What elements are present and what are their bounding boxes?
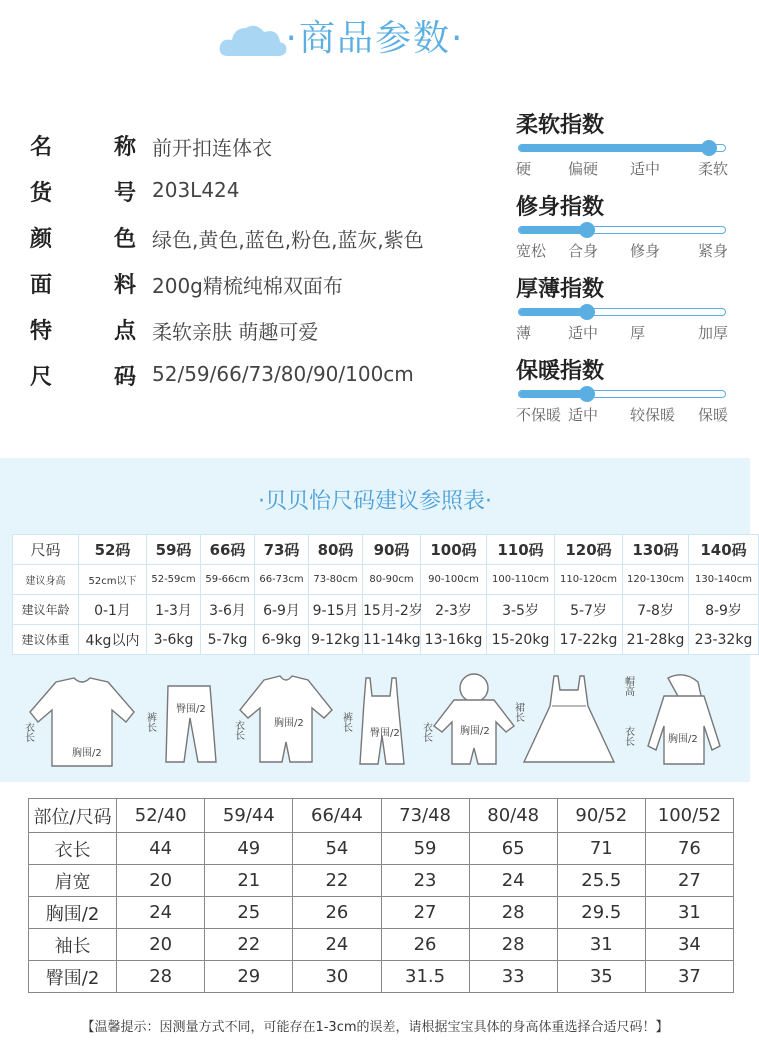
- measurement-table: [28, 798, 734, 993]
- size-ref-cell: 100码: [421, 535, 487, 565]
- dress-diagram: [514, 672, 624, 772]
- size-ref-cell: 3-5岁: [487, 595, 555, 625]
- measure-cell: 28: [469, 897, 557, 929]
- measure-cell: 59: [381, 833, 469, 865]
- param-value: 52/59/66/73/80/90/100cm: [152, 362, 414, 386]
- size-ref-cell: 23-32kg: [689, 625, 759, 655]
- param-key: 名: [30, 135, 53, 160]
- measure-cell: 59/44: [205, 799, 293, 833]
- hooded-romper-diagram: [422, 672, 522, 772]
- size-ref-cell: 13-16kg: [421, 625, 487, 655]
- param-key: 点: [114, 319, 137, 344]
- garment-label-biwei: 臀围/2: [176, 704, 206, 715]
- romper-diagram: [232, 672, 336, 772]
- measure-cell: 31: [645, 897, 733, 929]
- measure-cell: 30: [293, 961, 381, 993]
- param-key: 货: [30, 181, 53, 206]
- tee-diagram: [22, 672, 140, 772]
- index-title: 修身指数: [516, 195, 605, 220]
- size-ref-cell: 90码: [363, 535, 421, 565]
- size-ref-row: [13, 565, 759, 595]
- size-ref-cell: 80码: [309, 535, 363, 565]
- size-ref-cell: 3-6kg: [147, 625, 201, 655]
- measure-cell: 80/48: [469, 799, 557, 833]
- index-title: 柔软指数: [516, 113, 605, 138]
- garment-label-kuchang-2: 裤长: [340, 712, 352, 732]
- measure-row: [29, 833, 734, 865]
- garment-label-maogao: 帽高: [622, 676, 634, 696]
- size-ref-row: [13, 595, 759, 625]
- section-header: [0, 0, 750, 70]
- hooded-jacket-diagram: [624, 672, 724, 772]
- size-ref-cell: 52码: [79, 535, 147, 565]
- garment-label-xiongwei: 胸围/2: [72, 748, 102, 759]
- index-labels: [516, 240, 728, 262]
- index-label: 硬: [516, 160, 532, 178]
- index-panel: [516, 108, 728, 436]
- size-reference-table: [12, 534, 759, 655]
- index-title: 厚薄指数: [516, 277, 605, 302]
- index-label: 合身: [568, 242, 599, 260]
- size-ref-cell: 110-120cm: [555, 565, 623, 595]
- param-value: 绿色,黄色,蓝色,粉色,蓝灰,紫色: [152, 228, 424, 252]
- index-slider: [518, 308, 726, 316]
- measure-cell: 21: [205, 865, 293, 897]
- measure-row: [29, 897, 734, 929]
- size-ref-cell: 1-3月: [147, 595, 201, 625]
- index-block: [516, 108, 728, 190]
- garment-diagrams: [0, 672, 750, 778]
- size-ref-cell: 7-8岁: [623, 595, 689, 625]
- measure-cell: 26: [381, 929, 469, 961]
- index-label: 偏硬: [568, 160, 599, 178]
- size-ref-cell: 尺码: [13, 535, 79, 565]
- param-row: [30, 118, 500, 164]
- measure-cell: 29.5: [557, 897, 645, 929]
- measure-cell: 27: [381, 897, 469, 929]
- index-block: [516, 354, 728, 436]
- page-title: ·商品参数·: [285, 18, 465, 59]
- param-row: [30, 210, 500, 256]
- measure-cell: 20: [117, 929, 205, 961]
- garment-label-biwei-2: 臀围/2: [370, 728, 400, 739]
- garment-label-xiongwei-2: 胸围/2: [274, 718, 304, 729]
- measure-cell: 28: [469, 929, 557, 961]
- measure-row: [29, 799, 734, 833]
- index-label: 保暖: [697, 406, 728, 424]
- param-row: [30, 256, 500, 302]
- param-key: 特: [30, 319, 53, 344]
- measure-cell: 22: [293, 865, 381, 897]
- measure-cell: 66/44: [293, 799, 381, 833]
- measure-cell: 臀围/2: [29, 961, 117, 993]
- size-ref-cell: 2-3岁: [421, 595, 487, 625]
- index-slider-knob: [579, 386, 595, 402]
- measure-cell: 100/52: [645, 799, 733, 833]
- param-value: 203L424: [152, 178, 240, 202]
- index-slider-knob: [701, 140, 717, 156]
- param-key: 码: [114, 365, 137, 390]
- param-row: [30, 348, 500, 394]
- param-value: 200g精梳纯棉双面布: [152, 274, 343, 298]
- measure-cell: 24: [293, 929, 381, 961]
- measure-cell: 28: [117, 961, 205, 993]
- size-ref-cell: 73码: [255, 535, 309, 565]
- size-reference-title: ·贝贝怡尺码建议参照表·: [258, 489, 492, 514]
- measure-cell: 25: [205, 897, 293, 929]
- param-key: 尺: [30, 365, 53, 390]
- size-ref-cell: 21-28kg: [623, 625, 689, 655]
- index-slider: [518, 226, 726, 234]
- index-label: 厚: [630, 324, 646, 342]
- index-slider-fill: [519, 227, 587, 233]
- measure-row: [29, 961, 734, 993]
- garment-label-yichang: 衣长: [22, 722, 34, 742]
- param-key: 面: [30, 273, 53, 298]
- size-ref-cell: 120-130cm: [623, 565, 689, 595]
- garment-label-yichang-3: 衣长: [420, 722, 432, 742]
- measure-cell: 27: [645, 865, 733, 897]
- size-ref-cell: 66-73cm: [255, 565, 309, 595]
- index-slider-fill: [519, 391, 587, 397]
- index-label: 较保暖: [630, 406, 676, 424]
- size-ref-cell: 130码: [623, 535, 689, 565]
- measure-cell: 71: [557, 833, 645, 865]
- measure-cell: 袖长: [29, 929, 117, 961]
- size-ref-cell: 0-1月: [79, 595, 147, 625]
- index-slider-fill: [519, 309, 587, 315]
- size-ref-cell: 120码: [555, 535, 623, 565]
- measure-cell: 44: [117, 833, 205, 865]
- size-ref-cell: 建议体重: [13, 625, 79, 655]
- index-label: 宽松: [516, 242, 547, 260]
- size-ref-cell: 5-7kg: [201, 625, 255, 655]
- param-row: [30, 164, 500, 210]
- measure-cell: 24: [117, 897, 205, 929]
- measure-cell: 34: [645, 929, 733, 961]
- measure-cell: 29: [205, 961, 293, 993]
- garment-label-xiongwei-3: 胸围/2: [460, 726, 490, 737]
- measure-cell: 31.5: [381, 961, 469, 993]
- index-block: [516, 272, 728, 354]
- index-label: 加厚: [697, 324, 728, 342]
- index-labels: [516, 322, 728, 344]
- garment-label-yichang-4: 衣长: [622, 726, 634, 746]
- size-ref-cell: 15月-2岁: [363, 595, 421, 625]
- size-ref-cell: 130-140cm: [689, 565, 759, 595]
- garment-label-xiongwei-4: 胸围/2: [668, 734, 698, 745]
- index-slider-fill: [519, 145, 709, 151]
- garment-label-yichang-2: 衣长: [232, 720, 244, 740]
- size-ref-cell: 9-15月: [309, 595, 363, 625]
- size-ref-cell: 59-66cm: [201, 565, 255, 595]
- param-key: 料: [114, 273, 137, 298]
- size-ref-cell: 110码: [487, 535, 555, 565]
- garment-label-qunchang: 裙长: [512, 702, 524, 722]
- param-key: 号: [114, 181, 137, 206]
- param-key: 称: [114, 135, 137, 160]
- size-ref-cell: 59码: [147, 535, 201, 565]
- measure-cell: 衣长: [29, 833, 117, 865]
- size-ref-cell: 100-110cm: [487, 565, 555, 595]
- size-ref-row: [13, 625, 759, 655]
- size-ref-cell: 73-80cm: [309, 565, 363, 595]
- pants-diagram: [146, 672, 226, 772]
- size-ref-cell: 6-9月: [255, 595, 309, 625]
- size-ref-cell: 建议年龄: [13, 595, 79, 625]
- size-ref-cell: 52cm以下: [79, 565, 147, 595]
- measure-cell: 90/52: [557, 799, 645, 833]
- measure-cell: 26: [293, 897, 381, 929]
- measure-cell: 31: [557, 929, 645, 961]
- index-label: 紧身: [697, 242, 728, 260]
- size-ref-row: [13, 535, 759, 565]
- measure-cell: 20: [117, 865, 205, 897]
- size-ref-cell: 15-20kg: [487, 625, 555, 655]
- size-ref-cell: 80-90cm: [363, 565, 421, 595]
- overalls-diagram: [342, 672, 420, 772]
- measure-cell: 24: [469, 865, 557, 897]
- size-ref-cell: 8-9岁: [689, 595, 759, 625]
- measure-cell: 肩宽: [29, 865, 117, 897]
- size-ref-cell: 11-14kg: [363, 625, 421, 655]
- size-ref-cell: 52-59cm: [147, 565, 201, 595]
- measure-cell: 部位/尺码: [29, 799, 117, 833]
- garment-label-kuchang: 裤长: [144, 712, 156, 732]
- size-ref-cell: 90-100cm: [421, 565, 487, 595]
- index-label: 柔软: [697, 160, 728, 178]
- param-key: 颜: [30, 227, 53, 252]
- measure-row: [29, 929, 734, 961]
- measure-cell: 52/40: [117, 799, 205, 833]
- index-label: 不保暖: [516, 406, 562, 424]
- index-block: [516, 190, 728, 272]
- index-slider-knob: [579, 304, 595, 320]
- param-row: [30, 302, 500, 348]
- measure-cell: 54: [293, 833, 381, 865]
- size-ref-cell: 6-9kg: [255, 625, 309, 655]
- measure-cell: 37: [645, 961, 733, 993]
- size-ref-cell: 5-7岁: [555, 595, 623, 625]
- index-label: 适中: [568, 406, 599, 424]
- index-label: 薄: [516, 324, 532, 342]
- index-slider: [518, 144, 726, 152]
- index-title: 保暖指数: [516, 359, 605, 384]
- size-ref-cell: 17-22kg: [555, 625, 623, 655]
- param-value: 前开扣连体衣: [152, 136, 272, 160]
- measure-cell: 23: [381, 865, 469, 897]
- param-value: 柔软亲肤 萌趣可爱: [152, 320, 319, 344]
- index-labels: [516, 404, 728, 426]
- index-slider-knob: [579, 222, 595, 238]
- size-ref-cell: 66码: [201, 535, 255, 565]
- measure-cell: 65: [469, 833, 557, 865]
- measure-cell: 49: [205, 833, 293, 865]
- index-slider: [518, 390, 726, 398]
- measure-row: [29, 865, 734, 897]
- tip-note: 【温馨提示：因测量方式不同，可能存在1-3cm的误差，请根据宝宝具体的身高体重选择合适尺码！】: [81, 1020, 669, 1035]
- index-label: 修身: [630, 242, 661, 260]
- size-ref-cell: 3-6月: [201, 595, 255, 625]
- measure-cell: 胸围/2: [29, 897, 117, 929]
- index-label: 适中: [630, 160, 661, 178]
- size-ref-cell: 140码: [689, 535, 759, 565]
- size-ref-cell: 4kg以内: [79, 625, 147, 655]
- measure-cell: 22: [205, 929, 293, 961]
- measure-cell: 76: [645, 833, 733, 865]
- size-ref-cell: 建议身高: [13, 565, 79, 595]
- product-params: [30, 118, 500, 394]
- measure-cell: 25.5: [557, 865, 645, 897]
- index-labels: [516, 158, 728, 180]
- param-key: 色: [114, 227, 137, 252]
- index-label: 适中: [568, 324, 599, 342]
- measure-cell: 33: [469, 961, 557, 993]
- measure-cell: 35: [557, 961, 645, 993]
- size-ref-cell: 9-12kg: [309, 625, 363, 655]
- measure-cell: 73/48: [381, 799, 469, 833]
